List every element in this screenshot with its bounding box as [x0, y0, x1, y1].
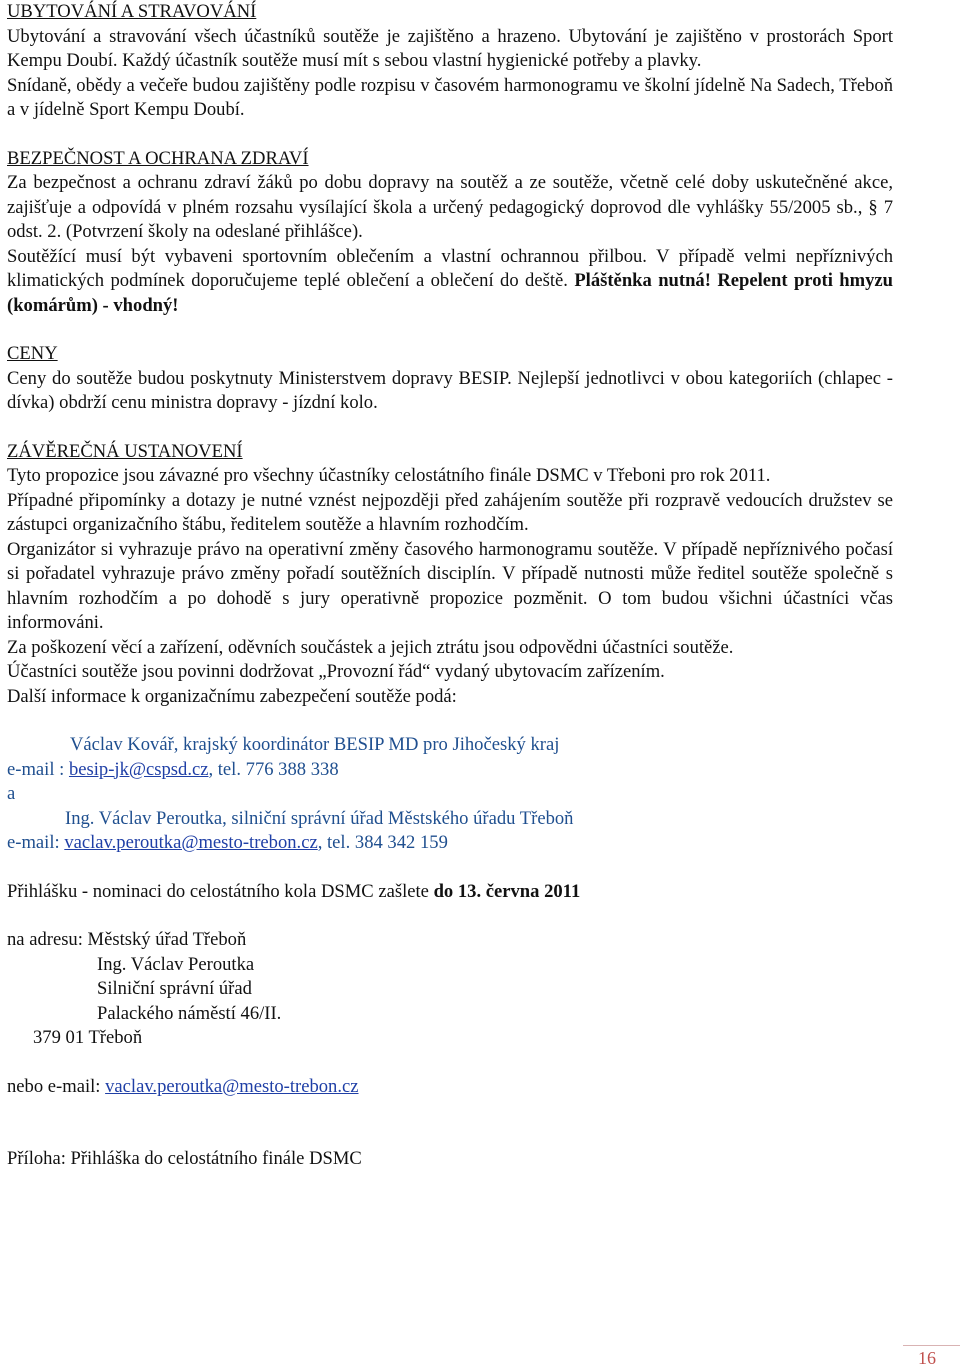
heading-zaverecna: ZÁVĚREČNÁ USTANOVENÍ — [7, 440, 243, 462]
paragraph-zaverecna-3: Organizátor si vyhrazuje právo na operativní změny časového harmonogramu soutěže. V případě nepříznivého počasí si pořadatel vyhrazuje právo změny pořadí soutěžních disciplín. V případě nutnosti může ředitel soutěže společně s hlavním rozhodčím a po dohodě s jury operativně propozice pozměnit. O tom budou všichni účastníci včas informováni. — [7, 538, 893, 633]
document-body — [7, 0, 893, 1172]
paragraph-zaverecna-6: Další informace k organizačnímu zabezpečení soutěže podá: — [7, 685, 457, 707]
address-line-5: 379 01 Třeboň — [33, 1027, 143, 1048]
contact-1-email-line — [7, 758, 893, 783]
contact-1-name: Václav Kovář, krajský koordinátor BESIP MD pro Jihočeský kraj — [70, 734, 560, 755]
paragraph-ubytovani-1: Ubytování a stravování všech účastníků soutěže je zajištěno a hrazeno. Ubytování je zajištěno v prostorách Sport Kempu Doubí. Každý účastník soutěže musí mít s sebou vlastní hygienické potřeby a plavky. — [7, 25, 893, 71]
spacer — [7, 856, 893, 880]
submission-date: do 13. června 2011 — [433, 880, 581, 902]
paragraph-ubytovani-2: Snídaně, obědy a večeře budou zajištěny podle rozpisu v časovém harmonogramu ve školní jídelně Na Sadech, Třeboň a v jídelně Sport Kempu Doubí. — [7, 74, 893, 120]
spacer — [7, 1099, 893, 1123]
submission-text: Přihlášku - nominaci do celostátního kola DSMC zašlete — [7, 880, 434, 902]
contact-2-tel: , tel. 384 342 159 — [317, 832, 448, 853]
contact-1-email-link[interactable]: besip-jk@cspsd.cz — [68, 758, 209, 780]
contact-and: a — [7, 783, 16, 804]
spacer — [7, 1051, 893, 1075]
paragraph-zaverecna-2: Případné připomínky a dotazy je nutné vznést nejpozději před zahájením soutěže při rozpravě vedoucích družstev se zástupci organizačního štábu, ředitelem soutěže a hlavním rozhodčím. — [7, 489, 893, 535]
paragraph-zaverecna-4: Za poškození věcí a zařízení, oděvních součástek a jejich ztrátu jsou odpovědni účastníci soutěže. — [7, 636, 734, 658]
address-line-4: Palackého náměstí 46/II. — [97, 1002, 282, 1024]
paragraph-bezpecnost-1: Za bezpečnost a ochranu zdraví žáků po dobu dopravy na soutěž a ze soutěže, včetně celé doby uskutečněné akce, zajišťuje a odpovídá v plném rozsahu vysílající škola a určený pedagogický doprovod dle vyhlášky 55/2005 sb., § 7 odst. 2. (Potvrzení školy na odeslané přihlášce). — [7, 172, 893, 242]
heading-ubytovani: UBYTOVÁNÍ A STRAVOVÁNÍ — [7, 1, 257, 22]
paragraph-bezpecnost-2 — [7, 245, 893, 319]
spacer — [7, 709, 893, 733]
submission-deadline — [7, 880, 893, 905]
contact-1-email-label: e-mail : — [7, 758, 69, 780]
alt-email-link[interactable]: vaclav.peroutka@mesto-trebon.cz — [105, 1075, 359, 1097]
contact-2-name: Ing. Václav Peroutka, silniční správní úřad Městského úřadu Třeboň — [65, 807, 574, 829]
address-label: na adresu: — [7, 929, 88, 950]
footer-divider — [903, 1345, 960, 1346]
paragraph-zaverecna-5: Účastníci soutěže jsou povinni dodržovat „Provozní řád“ vydaný ubytovacím zařízením. — [7, 661, 665, 682]
contact-2-email-label: e-mail: — [7, 832, 65, 853]
address-line-1 — [7, 928, 893, 953]
attachment-note: Příloha: Přihláška do celostátního finále DSMC — [7, 1148, 362, 1169]
bezpecnost-bold-text: Pláštěnka nutná! Repelent proti hmyzu (komárům) - vhodný! — [7, 270, 894, 316]
spacer — [7, 1123, 893, 1147]
contact-1-tel: , tel. 776 388 338 — [208, 758, 339, 780]
address-line-3: Silniční správní úřad — [97, 978, 252, 999]
paragraph-zaverecna-1: Tyto propozice jsou závazné pro všechny účastníky celostátního finále DSMC v Třeboni pro rok 2011. — [7, 465, 771, 486]
address-line-2: Ing. Václav Peroutka — [97, 953, 255, 975]
paragraph-ceny-1: Ceny do soutěže budou poskytnuty Ministerstvem dopravy BESIP. Nejlepší jednotlivci v obou kategoriích (chlapec - dívka) obdrží cenu ministra dopravy - jízdní kolo. — [7, 367, 893, 413]
alt-email-label: nebo e-mail: — [7, 1075, 106, 1097]
heading-bezpecnost: BEZPEČNOST A OCHRANA ZDRAVÍ — [7, 147, 309, 169]
page-number: 16 — [918, 1348, 936, 1368]
bezpecnost-text: Soutěžící musí být vybaveni sportovním oblečením a vlastní ochrannou přilbou. V případě velmi nepříznivých klimatických podmínek doporučujeme teplé oblečení a oblečení do deště. — [7, 245, 893, 291]
spacer — [7, 904, 893, 928]
contact-2-email-line — [7, 831, 893, 856]
heading-ceny: CENY — [7, 343, 58, 364]
contact-2-email-link[interactable]: vaclav.peroutka@mesto-trebon.cz — [64, 832, 318, 853]
address-office: Městský úřad Třeboň — [87, 929, 247, 950]
alt-email-line — [7, 1075, 893, 1100]
